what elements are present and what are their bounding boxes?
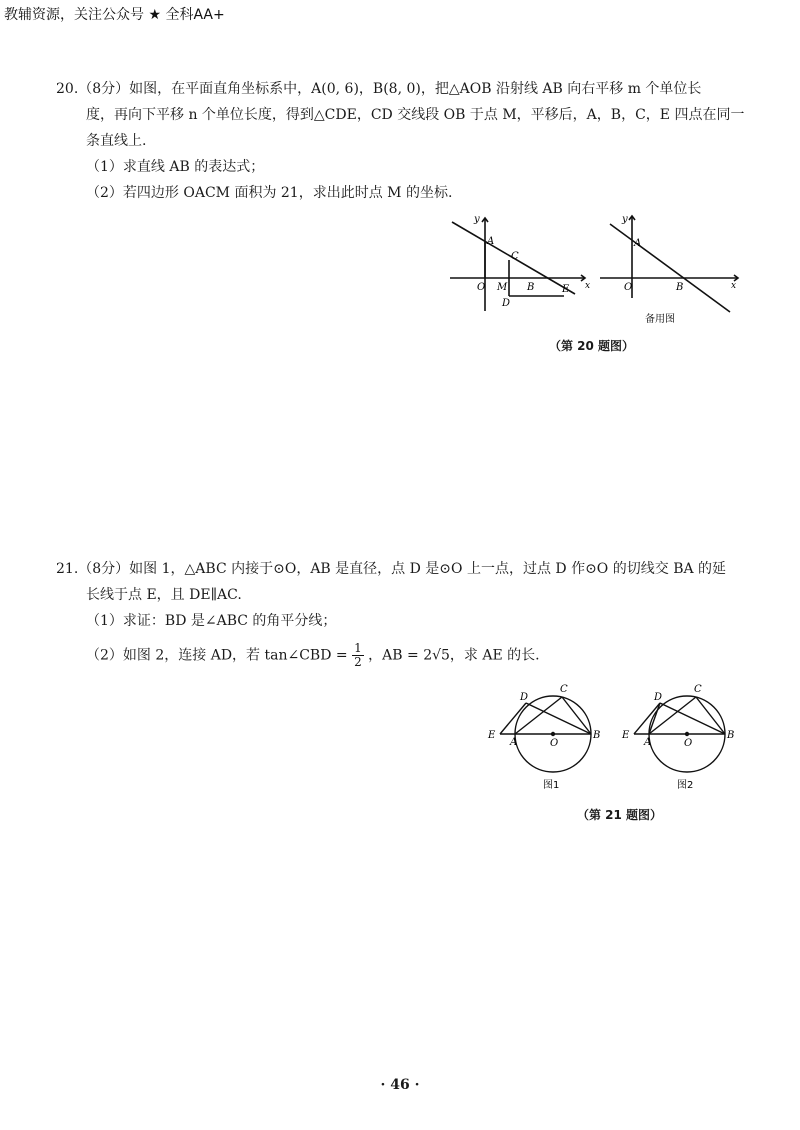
q21-frac-den: 2 <box>354 655 362 669</box>
q20-spare-graph <box>600 216 738 312</box>
q20-spare-label-A: A <box>634 238 642 249</box>
q21-fig1-label-O: O <box>550 738 559 749</box>
q21-line1: 21.（8分）如图 1，△ABC 内接于⊙O，AB 是直径，点 D 是⊙O 上一点，过点 D 作⊙O 的切线交 BA 的延 <box>56 561 727 577</box>
q21-fig1-label-D: D <box>520 692 529 703</box>
q20-spare-label-y: y <box>622 214 628 225</box>
q20-label-A: A <box>487 236 495 247</box>
question-20 <box>56 76 746 206</box>
q21-fig2-label-D: D <box>654 692 663 703</box>
q20-figure <box>440 208 750 328</box>
q20-part2: （2）若四边形 OACM 面积为 21，求出此时点 M 的坐标. <box>86 185 453 201</box>
q20-label-y: y <box>474 214 480 225</box>
q21-fig1-label-C: C <box>560 684 568 695</box>
q20-spare-caption: 备用图 <box>645 314 675 325</box>
q21-fig1-caption: 图1 <box>543 780 560 791</box>
q20-spare-label-O: O <box>624 282 633 293</box>
q20-line2: 度，再向下平移 n 个单位长度，得到△CDE，CD 交线段 OB 于点 M，平移后，A，B，C，E 四点在同一 <box>86 107 745 123</box>
q21-part2-pre: （2）如图 2，连接 AD，若 tan∠CBD = <box>86 647 348 664</box>
page-number: · 46 · <box>380 1077 420 1093</box>
q21-fig2-label-B: B <box>727 730 735 741</box>
q21-part2-post: ，AB = 2√5，求 AE 的长. <box>368 647 540 664</box>
q21-fig1-label-B: B <box>593 730 601 741</box>
q20-main-graph <box>450 218 585 311</box>
q21-fig1-label-A: A <box>510 737 518 748</box>
q21-fig1-center-dot <box>551 732 555 736</box>
q21-figure <box>480 678 750 798</box>
q20-label-D: D <box>502 298 511 309</box>
q21-fig2-label-O: O <box>684 738 693 749</box>
q21-part1: （1）求证：BD 是∠ABC 的角平分线； <box>86 613 337 629</box>
q20-line1: 20.（8分）如图，在平面直角坐标系中，A(0, 6)，B(8, 0)，把△AOB 沿射线 AB 向右平移 m 个单位长 <box>56 81 702 97</box>
q21-caption: （第 21 题图） <box>577 808 663 822</box>
page-header: 教辅资源，关注公众号 ★ 全科AA+ <box>4 7 225 23</box>
q20-part1: （1）求直线 AB 的表达式； <box>86 159 265 175</box>
question-21 <box>56 556 746 669</box>
q21-line2: 长线于点 E，且 DE∥AC. <box>86 587 242 603</box>
q21-fig2-label-A: A <box>644 737 652 748</box>
q20-label-M: M <box>497 282 508 293</box>
q21-fig2-graph <box>634 696 725 772</box>
q20-caption: （第 20 题图） <box>549 339 635 353</box>
q21-fig2-label-C: C <box>694 684 702 695</box>
q21-fig2-label-E: E <box>622 730 630 741</box>
q21-fig1-label-E: E <box>488 730 496 741</box>
q20-label-O: O <box>477 282 486 293</box>
q20-label-B: B <box>527 282 535 293</box>
q20-spare-label-B: B <box>676 282 684 293</box>
q21-fraction <box>352 642 364 669</box>
q21-fig2-caption: 图2 <box>677 780 694 791</box>
q21-fig1-graph <box>500 696 591 772</box>
q21-fig2-center-dot <box>685 732 689 736</box>
q21-part2 <box>56 642 746 669</box>
q20-label-C: C <box>511 251 519 262</box>
q20-spare-label-x: x <box>731 281 737 291</box>
q20-line3: 条直线上. <box>86 133 147 149</box>
q20-label-x: x <box>585 281 591 291</box>
q20-label-E: E <box>562 284 570 295</box>
q21-frac-num: 1 <box>354 641 362 655</box>
